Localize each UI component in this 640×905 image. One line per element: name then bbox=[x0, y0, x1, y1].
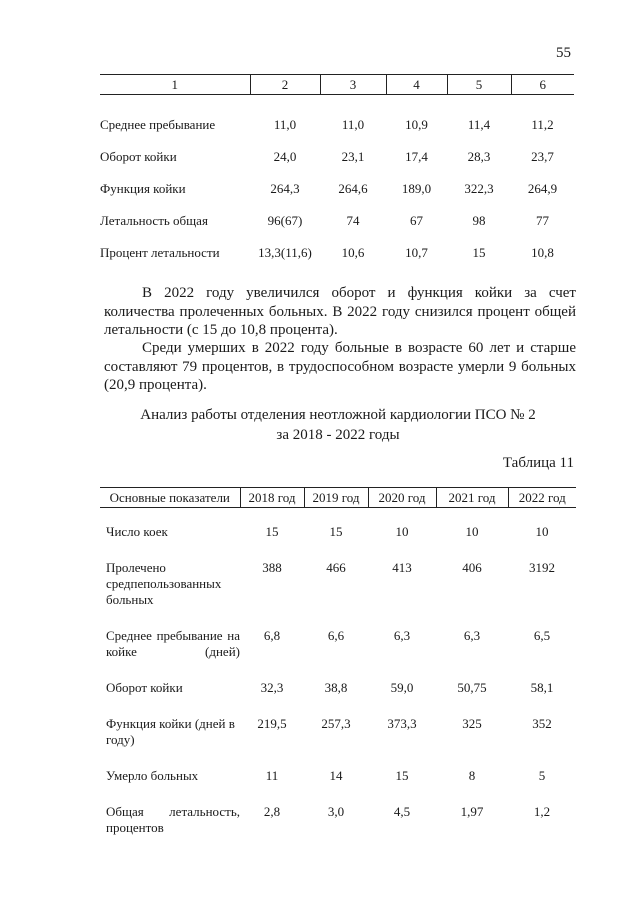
paragraph-first-line: Среди умерших в 2022 году больные в возрасте 60 лет и старше bbox=[142, 340, 576, 356]
column-header: 2020 год bbox=[368, 488, 436, 508]
table-cell: 352 bbox=[532, 716, 552, 731]
table-row bbox=[100, 680, 576, 716]
table-cell: 219,5 bbox=[257, 716, 287, 731]
table-cell: 11 bbox=[265, 768, 279, 783]
table-cell: 5 bbox=[538, 768, 546, 783]
table-row bbox=[100, 173, 574, 205]
table-cell: 15 bbox=[265, 524, 279, 539]
table-cell: 10,6 bbox=[341, 245, 365, 260]
table-cell: 1,2 bbox=[533, 804, 551, 819]
table-cell: 373,3 bbox=[387, 716, 417, 731]
table-row bbox=[100, 804, 576, 856]
table-cell: 322,3 bbox=[464, 181, 494, 196]
column-header: 4 bbox=[386, 75, 447, 95]
table-cell: 10,7 bbox=[405, 245, 428, 260]
table-cell: 10 bbox=[465, 524, 479, 539]
table-cell: 189,0 bbox=[401, 181, 432, 196]
table-cell: 413 bbox=[392, 560, 412, 575]
table-row bbox=[100, 768, 576, 804]
cardiology-department-table bbox=[100, 487, 576, 856]
table-cell: 13,3(11,6) bbox=[258, 245, 312, 260]
table-cell: 98 bbox=[472, 213, 486, 228]
section-title bbox=[100, 405, 576, 445]
page-number: 55 bbox=[556, 45, 571, 61]
table-cell: 50,75 bbox=[457, 680, 487, 695]
row-label: Оборот койки bbox=[106, 680, 183, 695]
table-row bbox=[100, 628, 576, 680]
table-cell: 58,1 bbox=[530, 680, 554, 695]
row-label: Число коек bbox=[106, 524, 168, 539]
table-cell: 264,9 bbox=[527, 181, 558, 196]
row-label: Летальность общая bbox=[100, 213, 208, 228]
row-label: Оборот койки bbox=[100, 149, 177, 164]
table-row bbox=[100, 716, 576, 768]
table-cell: 6,3 bbox=[463, 628, 481, 643]
column-header: 3 bbox=[320, 75, 386, 95]
section-title-line: за 2018 - 2022 годы bbox=[276, 427, 400, 443]
paragraph-body: количества пролеченных больных. В 2022 году снизился процент общей летальности (с 15 до 10,8 процента). bbox=[104, 303, 576, 338]
column-header: 5 bbox=[447, 75, 511, 95]
table-cell: 96(67) bbox=[267, 213, 303, 228]
table-cell: 59,0 bbox=[390, 680, 414, 695]
row-label-text: Общая летальность, процентов bbox=[106, 804, 240, 835]
table-header-row bbox=[100, 488, 576, 508]
table-cell: 466 bbox=[326, 560, 346, 575]
row-label: Пролечено средпепользованных больных bbox=[106, 560, 222, 607]
table-row bbox=[100, 560, 576, 628]
column-header: 2018 год bbox=[240, 488, 304, 508]
table-cell: 67 bbox=[410, 213, 423, 228]
row-label: Умерло больных bbox=[106, 768, 199, 783]
table-cell: 325 bbox=[462, 716, 482, 731]
table-cell: 28,3 bbox=[467, 149, 491, 164]
table-cell: 6,8 bbox=[263, 628, 281, 643]
table-cell: 11,0 bbox=[273, 117, 297, 132]
table-cell: 1,97 bbox=[460, 804, 484, 819]
table-cell: 15 bbox=[329, 524, 343, 539]
table-cell: 2,8 bbox=[263, 804, 281, 819]
table-row bbox=[100, 524, 576, 560]
table-cell: 11,0 bbox=[341, 117, 365, 132]
table-cell: 11,2 bbox=[531, 117, 554, 132]
table-cell: 24,0 bbox=[273, 149, 297, 164]
table-cell: 264,6 bbox=[338, 181, 368, 196]
table-cell: 38,8 bbox=[324, 680, 348, 695]
table-cell: 23,7 bbox=[531, 149, 554, 164]
column-header: 6 bbox=[511, 75, 574, 95]
table-cell: 406 bbox=[462, 560, 482, 575]
bed-stats-table-continued bbox=[100, 74, 574, 269]
table-cell: 10,8 bbox=[531, 245, 554, 260]
table-cell: 6,6 bbox=[327, 628, 345, 643]
table-cell: 10 bbox=[535, 524, 549, 539]
table-cell: 77 bbox=[536, 213, 549, 228]
table-cell: 4,5 bbox=[393, 804, 411, 819]
row-label: Процент летальности bbox=[100, 245, 220, 260]
column-header: 2021 год bbox=[436, 488, 508, 508]
table-cell: 15 bbox=[395, 768, 409, 783]
column-header: Основные показатели bbox=[100, 488, 240, 508]
table-cell: 17,4 bbox=[405, 149, 428, 164]
table-cell: 10,9 bbox=[405, 117, 428, 132]
table-cell: 8 bbox=[468, 768, 476, 783]
table-cell: 74 bbox=[346, 213, 360, 228]
table-cell: 10 bbox=[395, 524, 409, 539]
table-header-row bbox=[100, 75, 574, 95]
row-label: Среднее пребывание bbox=[100, 117, 216, 132]
column-header: 2 bbox=[250, 75, 320, 95]
table-cell: 3,0 bbox=[327, 804, 345, 819]
table-cell: 32,3 bbox=[260, 680, 284, 695]
paragraph-bed-turnover bbox=[104, 284, 576, 340]
table-label: Таблица 11 bbox=[502, 455, 574, 471]
row-label bbox=[100, 628, 240, 680]
table-cell: 11,4 bbox=[467, 117, 491, 132]
row-label: Функция койки bbox=[100, 181, 186, 196]
column-header: 2022 год bbox=[508, 488, 576, 508]
row-label-text: Среднее пребывание на койке (дней) bbox=[106, 628, 240, 659]
table-cell: 264,3 bbox=[270, 181, 300, 196]
column-header: 2019 год bbox=[304, 488, 368, 508]
table-cell: 3192 bbox=[529, 560, 555, 575]
table-cell: 6,3 bbox=[393, 628, 411, 643]
table-cell: 388 bbox=[262, 560, 282, 575]
paragraph-first-line: В 2022 году увеличился оборот и функция койки за счет bbox=[142, 285, 576, 301]
row-label bbox=[100, 804, 240, 856]
table-cell: 14 bbox=[329, 768, 343, 783]
table-row bbox=[100, 237, 574, 269]
table-cell: 257,3 bbox=[321, 716, 351, 731]
table-cell: 6,5 bbox=[533, 628, 551, 643]
table-cell: 23,1 bbox=[341, 149, 365, 164]
row-label: Функция койки (дней в году) bbox=[106, 716, 235, 747]
table-row bbox=[100, 109, 574, 141]
table-cell: 15 bbox=[472, 245, 486, 260]
paragraph-deaths bbox=[104, 339, 576, 395]
table-row bbox=[100, 205, 574, 237]
section-title-line: Анализ работы отделения неотложной кардиологии ПСО № 2 bbox=[140, 407, 536, 423]
column-header: 1 bbox=[100, 75, 250, 95]
table-row bbox=[100, 141, 574, 173]
paragraph-body: составляют 79 процентов, в трудоспособном возрасте умерли 9 больных (20,9 процента). bbox=[104, 358, 576, 393]
